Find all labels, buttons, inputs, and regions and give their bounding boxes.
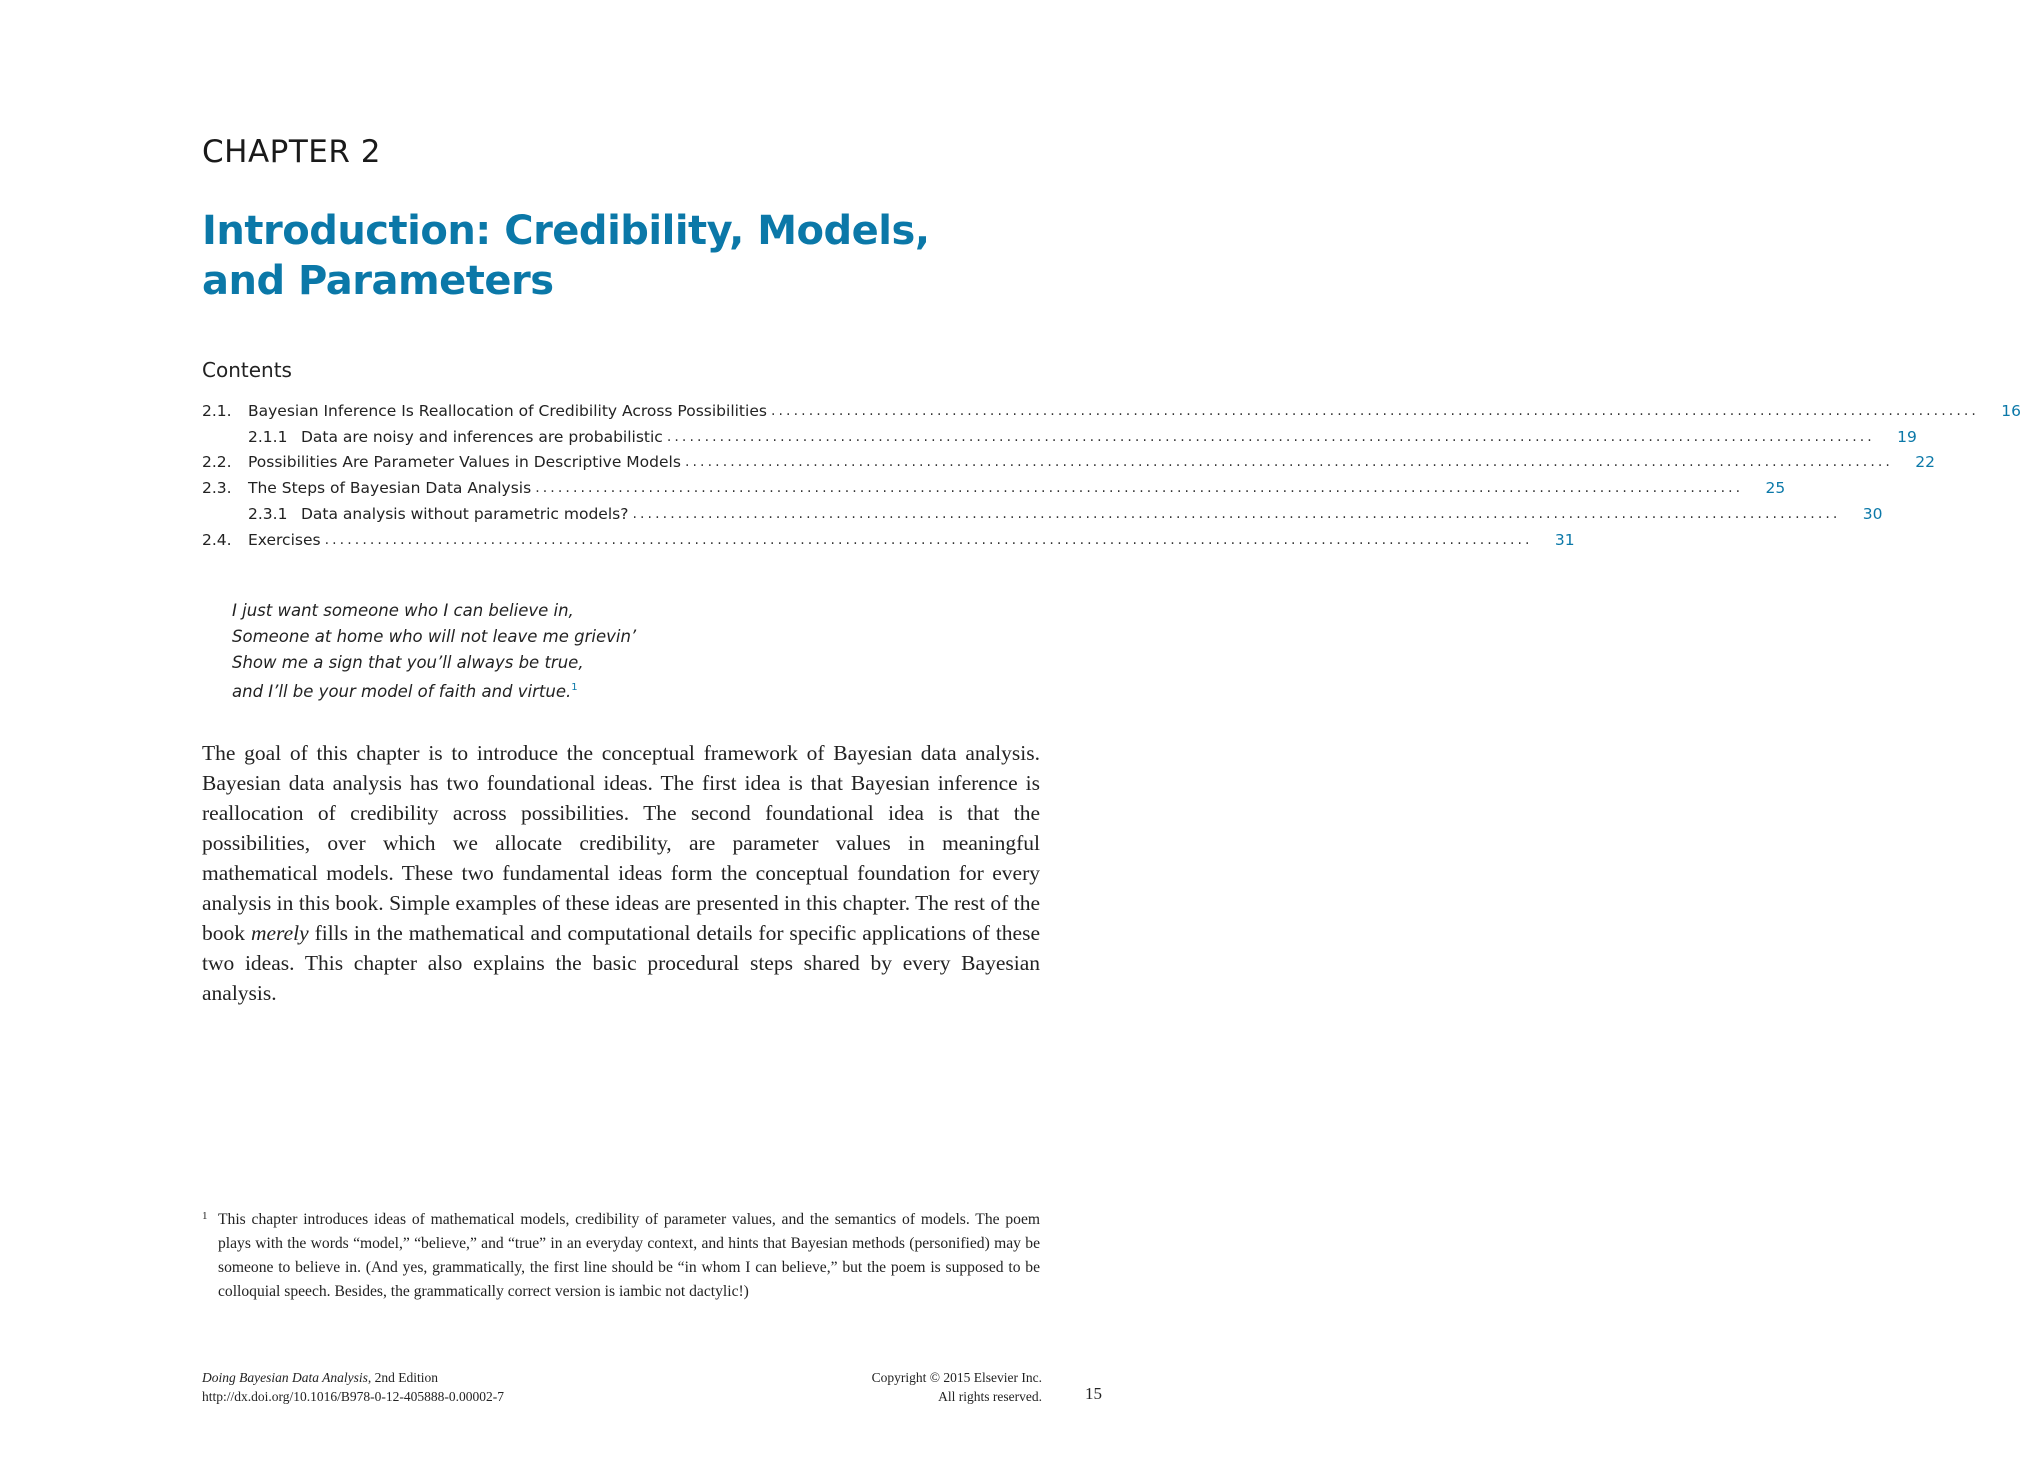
footnote-text: This chapter introduces ideas of mathematical models, credibility of parameter values, and the semantics of models. The poem plays with the words “model,” “believe,” and “true” in an everyday context, and hints that Bayesian methods (personified) may be someone to believe in. (And yes, grammatically, the first line should be “in whom I can believe,” but the poem is supposed to be colloquial speech. Besides, the grammatically correct version is iambic not dactylic!) bbox=[218, 1211, 1040, 1300]
chapter-title-line-1: Introduction: Credibility, Models, bbox=[202, 208, 930, 254]
toc-leader-dots: ................................................................................................................................................................ bbox=[666, 428, 1875, 445]
footer-rights-text: All rights reserved. bbox=[938, 1389, 1042, 1404]
toc-entry-page-link[interactable]: 22 bbox=[1915, 453, 1935, 472]
toc-leader-dots: ................................................................................................................................................................ bbox=[684, 454, 1893, 471]
toc-entry-2-3-1[interactable] bbox=[202, 501, 1883, 527]
toc-entry-2-1[interactable] bbox=[202, 398, 2021, 424]
toc-entry-2-2[interactable] bbox=[202, 450, 1935, 476]
chapter-label: CHAPTER 2 bbox=[202, 134, 381, 170]
toc-entry-2-1-1[interactable] bbox=[202, 424, 1917, 450]
epigraph-line-last bbox=[232, 675, 636, 705]
footer-book-title: Doing Bayesian Data Analysis bbox=[202, 1370, 368, 1385]
footnote-mark: 1 bbox=[202, 1210, 208, 1222]
page-number: 15 bbox=[1085, 1384, 1102, 1403]
toc-leader-dots: ................................................................................................................................................................ bbox=[632, 506, 1841, 523]
epigraph-line: I just want someone who I can believe in, bbox=[232, 601, 574, 620]
footer-book-line bbox=[202, 1368, 504, 1387]
chapter-title-line-2: and Parameters bbox=[202, 258, 554, 304]
footnote-reference-link[interactable]: 1 bbox=[571, 682, 578, 694]
contents-heading: Contents bbox=[202, 358, 292, 382]
toc-leader-dots: ................................................................................................................................................................ bbox=[324, 531, 1533, 548]
toc-entry-title: Data analysis without parametric models? bbox=[301, 505, 629, 524]
footer-copyright bbox=[740, 1368, 1042, 1406]
footer-copyright-text: Copyright © 2015 Elsevier Inc. bbox=[871, 1370, 1042, 1385]
chapter-title bbox=[202, 206, 1022, 306]
toc-entry-number: 2.3.1 bbox=[248, 505, 288, 524]
epigraph-line-text: and I’ll be your model of faith and virtue. bbox=[232, 682, 572, 702]
toc-entry-2-3[interactable] bbox=[202, 475, 1786, 501]
toc-leader-dots: ................................................................................................................................................................ bbox=[770, 402, 1979, 419]
toc-entry-title: Data are noisy and inferences are probabilistic bbox=[301, 427, 663, 446]
toc-entry-title: The Steps of Bayesian Data Analysis bbox=[248, 479, 532, 498]
epigraph-line: Someone at home who will not leave me grievin’ bbox=[232, 626, 637, 646]
toc-entry-2-4[interactable] bbox=[202, 527, 1575, 553]
toc-entry-page-link[interactable]: 31 bbox=[1554, 530, 1575, 549]
toc-entry-number: 2.4. bbox=[202, 530, 232, 549]
footnote bbox=[202, 1208, 1040, 1304]
toc-entry-number: 2.1. bbox=[202, 401, 232, 420]
epigraph-poem bbox=[232, 598, 636, 705]
epigraph-line: Show me a sign that you’ll always be true, bbox=[232, 652, 584, 672]
toc-entry-title: Exercises bbox=[248, 530, 321, 549]
toc-entry-page-link[interactable]: 30 bbox=[1862, 505, 1883, 524]
table-of-contents bbox=[202, 398, 2021, 553]
toc-entry-number: 2.1.1 bbox=[248, 427, 288, 446]
toc-entry-page-link[interactable]: 25 bbox=[1765, 479, 1786, 498]
body-emphasis: merely bbox=[250, 921, 309, 945]
footer-edition: , 2nd Edition bbox=[367, 1370, 438, 1385]
toc-entry-number: 2.3. bbox=[202, 479, 232, 498]
toc-entry-page-link[interactable]: 16 bbox=[2001, 401, 2021, 420]
toc-entry-number: 2.2. bbox=[202, 453, 232, 472]
body-text-part: fills in the mathematical and computational details for specific applications of these two ideas. This chapter also explains the basic procedural steps shared by every Bayesian analysis. bbox=[202, 921, 1041, 1005]
toc-entry-page-link[interactable]: 19 bbox=[1897, 427, 1917, 446]
body-paragraph bbox=[202, 738, 1040, 1008]
toc-entry-title: Possibilities Are Parameter Values in Descriptive Models bbox=[248, 453, 681, 472]
footer-doi-link[interactable]: http://dx.doi.org/10.1016/B978-0-12-405888-0.00002-7 bbox=[202, 1389, 504, 1404]
toc-entry-title: Bayesian Inference Is Reallocation of Credibility Across Possibilities bbox=[248, 401, 767, 420]
footer-citation bbox=[202, 1368, 504, 1406]
toc-leader-dots: ................................................................................................................................................................ bbox=[535, 480, 1744, 497]
body-text-part: The goal of this chapter is to introduce the conceptual framework of Bayesian data analysis. Bayesian data analysis has two foundational ideas. The first idea is that Bayesian inference is reallocation of credibility across possibilities. The second foundational idea is that the possibilities, over which we allocate credibility, are parameter values in meaningful mathematical models. These two fundamental ideas form the conceptual foundation for every analysis in this book. Simple examples of these ideas are presented in this chapter. The rest of the book bbox=[202, 741, 1040, 945]
